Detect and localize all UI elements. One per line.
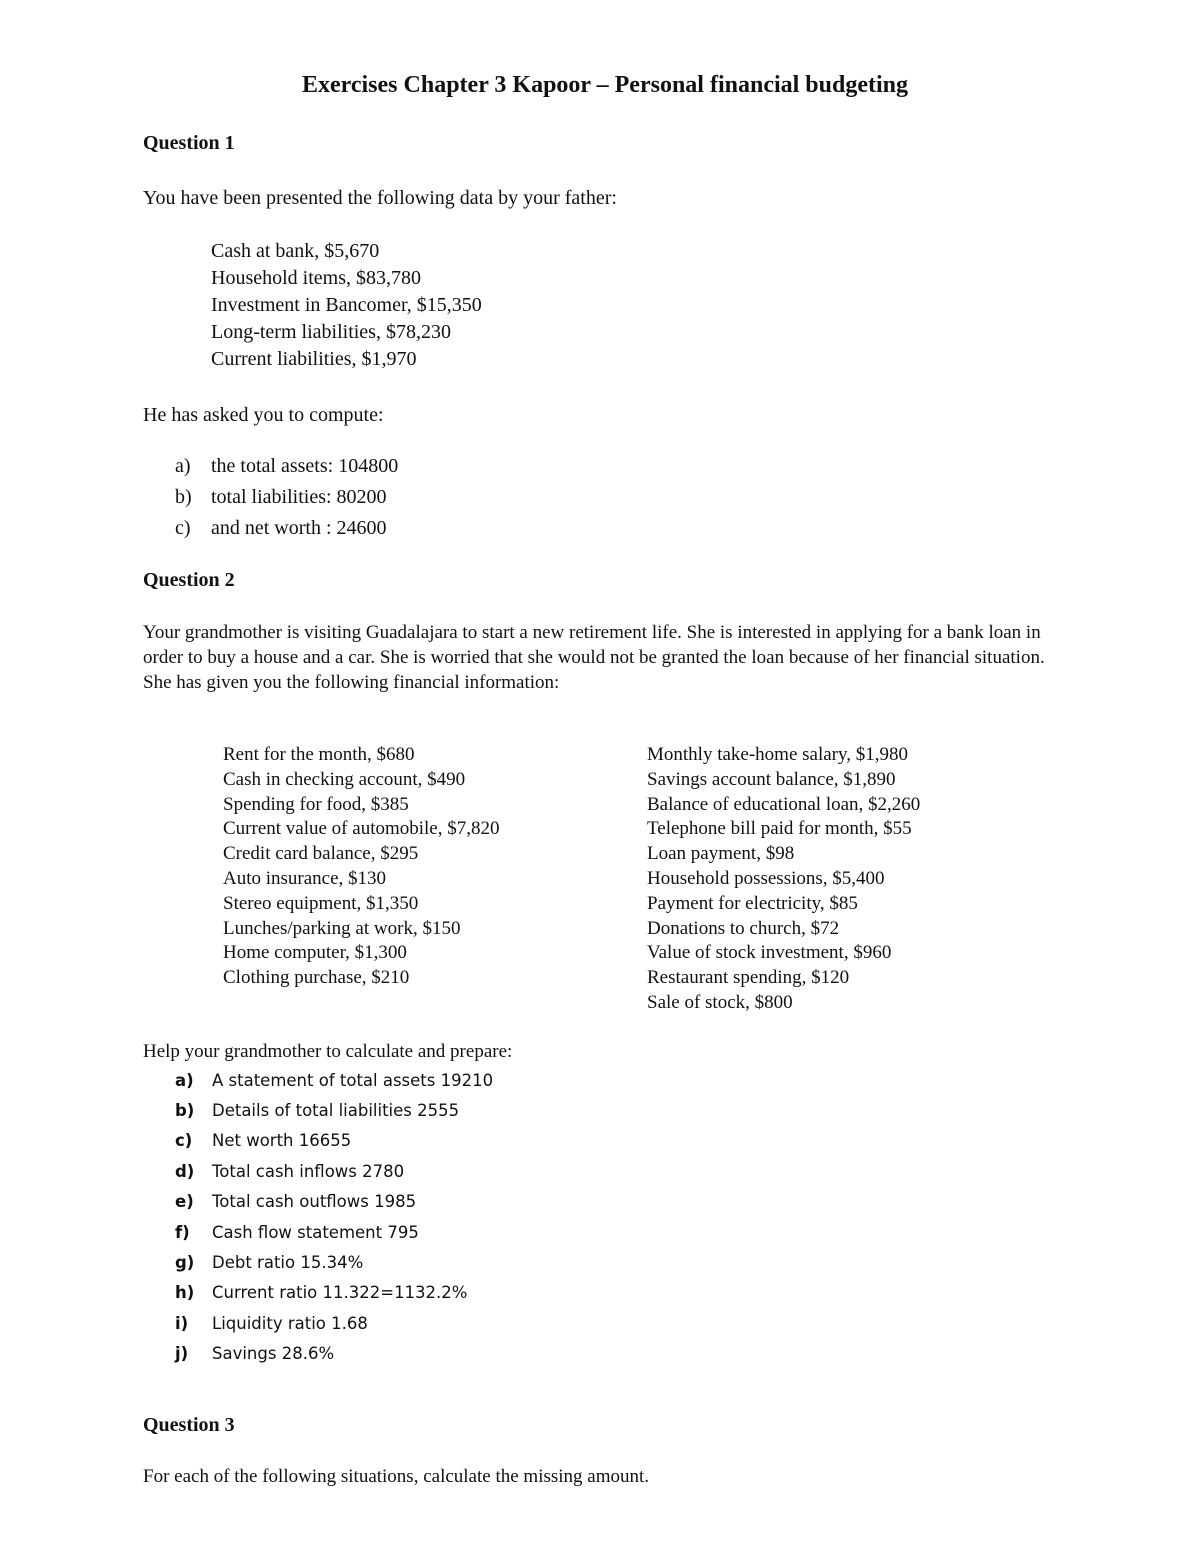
list-marker: g) xyxy=(175,1253,195,1273)
list-item xyxy=(175,486,398,517)
list-item: Long-term liabilities, $78,230 xyxy=(211,321,451,343)
answer-text: Liquidity ratio 1.68 xyxy=(212,1313,368,1333)
answer-text: Net worth 16655 xyxy=(212,1131,352,1151)
question-3-heading: Question 3 xyxy=(143,1414,235,1436)
list-item: Telephone bill paid for month, $55 xyxy=(647,818,912,840)
list-item: Auto insurance, $130 xyxy=(223,867,387,889)
list-marker: e) xyxy=(175,1192,194,1212)
list-item: Sale of stock, $800 xyxy=(647,991,793,1013)
answer-text: total liabilities: 80200 xyxy=(211,486,387,508)
list-marker: a) xyxy=(175,1070,194,1090)
list-item xyxy=(175,1339,493,1369)
list-marker: h) xyxy=(175,1283,195,1303)
list-item: Credit card balance, $295 xyxy=(223,843,419,865)
document-title: Exercises Chapter 3 Kapoor – Personal financial budgeting xyxy=(301,72,909,98)
list-item: Clothing purchase, $210 xyxy=(223,967,410,989)
list-item xyxy=(175,1217,493,1247)
list-item: Current value of automobile, $7,820 xyxy=(223,818,500,840)
list-marker: d) xyxy=(175,1161,195,1181)
list-item: Spending for food, $385 xyxy=(223,793,409,815)
list-item xyxy=(175,517,398,548)
list-item: Rent for the month, $680 xyxy=(223,744,415,765)
list-item: Savings account balance, $1,890 xyxy=(647,768,896,790)
answer-text: Total cash outflows 1985 xyxy=(212,1192,417,1212)
list-item: Current liabilities, $1,970 xyxy=(211,348,417,370)
answer-text: and net worth : 24600 xyxy=(211,517,387,539)
question-1-heading: Question 1 xyxy=(143,132,235,154)
list-item xyxy=(175,1187,493,1217)
answer-text: Total cash inflows 2780 xyxy=(212,1161,405,1181)
list-marker: c) xyxy=(175,1131,193,1151)
list-item: Value of stock investment, $960 xyxy=(647,942,892,964)
list-item: Investment in Bancomer, $15,350 xyxy=(211,294,482,316)
list-item: Monthly take-home salary, $1,980 xyxy=(647,744,909,765)
list-item xyxy=(175,1278,493,1308)
question-1-answers xyxy=(175,455,398,548)
list-marker: b) xyxy=(175,1101,195,1121)
list-item xyxy=(175,1095,493,1125)
list-item: Donations to church, $72 xyxy=(647,917,840,939)
question-1-ask: He has asked you to compute: xyxy=(143,404,384,426)
list-item: Household possessions, $5,400 xyxy=(647,867,885,889)
question-2-heading: Question 2 xyxy=(143,569,235,591)
answer-text: Savings 28.6% xyxy=(212,1344,335,1364)
list-item: Restaurant spending, $120 xyxy=(647,967,850,989)
list-item xyxy=(175,1065,493,1095)
list-item: Stereo equipment, $1,350 xyxy=(223,892,419,914)
list-item: Lunches/parking at work, $150 xyxy=(223,917,461,939)
list-item: Payment for electricity, $85 xyxy=(647,892,858,914)
answer-text: the total assets: 104800 xyxy=(211,455,399,477)
list-marker: b) xyxy=(175,486,192,508)
list-marker: i) xyxy=(175,1313,189,1333)
list-marker: c) xyxy=(175,517,191,539)
question-3-intro: For each of the following situations, calculate the missing amount. xyxy=(143,1466,650,1487)
question-2-answers xyxy=(175,1065,493,1369)
answer-text: A statement of total assets 19210 xyxy=(212,1070,494,1090)
answer-text: Current ratio 11.322=1132.2% xyxy=(212,1283,468,1303)
list-item xyxy=(175,1156,493,1186)
list-marker: a) xyxy=(175,455,191,477)
list-item: Loan payment, $98 xyxy=(647,843,795,865)
question-1-data-list xyxy=(211,238,482,373)
question-2-paragraph: Your grandmother is visiting Guadalajara to start a new retirement life. She is interested in applying for a bank loan in order to buy a house and a car. She is worried that she would not be granted the loan because of her financial situation. She has given you the following financial information: xyxy=(143,622,1045,693)
list-item xyxy=(175,1308,493,1338)
question-2-right-column xyxy=(647,743,920,1016)
answer-text: Cash flow statement 795 xyxy=(212,1222,419,1242)
list-item: Balance of educational loan, $2,260 xyxy=(647,793,921,815)
answer-text: Details of total liabilities 2555 xyxy=(212,1101,460,1121)
list-item: Household items, $83,780 xyxy=(211,267,421,289)
question-1-intro: You have been presented the following data by your father: xyxy=(143,187,617,209)
list-item xyxy=(175,1247,493,1277)
list-item xyxy=(175,455,398,486)
list-item xyxy=(175,1126,493,1156)
list-item: Cash at bank, $5,670 xyxy=(211,240,380,262)
list-item: Cash in checking account, $490 xyxy=(223,768,466,790)
list-marker: j) xyxy=(175,1344,189,1364)
list-marker: f) xyxy=(175,1222,190,1242)
list-item: Home computer, $1,300 xyxy=(223,942,407,964)
question-2-ask: Help your grandmother to calculate and prepare: xyxy=(143,1041,513,1062)
answer-text: Debt ratio 15.34% xyxy=(212,1253,364,1273)
question-2-left-column xyxy=(223,743,500,991)
